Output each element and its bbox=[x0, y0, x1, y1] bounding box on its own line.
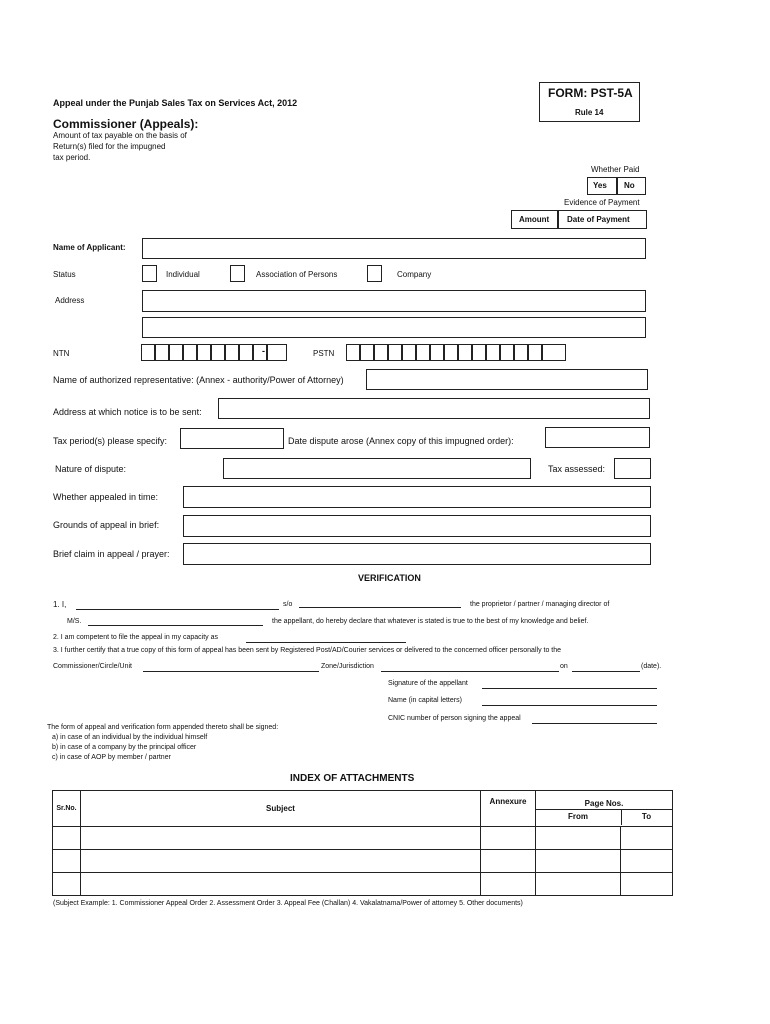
verif-line4-b: Zone/Jurisdiction bbox=[321, 663, 374, 670]
whether-paid-label: Whether Paid bbox=[591, 165, 640, 174]
tax-note-line2: Return(s) filed for the impugned bbox=[53, 142, 166, 151]
tax-assessed-label: Tax assessed: bbox=[548, 464, 606, 474]
verif-so: s/o bbox=[283, 601, 293, 608]
cnic-label: CNIC number of person signing the appeal bbox=[388, 715, 521, 722]
verif-line4-c: on bbox=[560, 663, 568, 670]
appealed-in-time-field[interactable] bbox=[183, 486, 651, 508]
table-row[interactable] bbox=[53, 872, 673, 895]
amount-label: Amount bbox=[519, 215, 550, 224]
pstn-cells[interactable] bbox=[346, 344, 566, 361]
signing-note-c: c) in case of AOP by member / partner bbox=[52, 754, 171, 761]
signing-note-intro: The form of appeal and verification form appended thereto shall be signed: bbox=[47, 724, 279, 731]
tax-period-label: Tax period(s) please specify: bbox=[53, 436, 168, 446]
index-example: (Subject Example: 1. Commissioner Appeal Order 2. Assessment Order 3. Appeal Fee (Challan) 4. Vakalatnama/Power of attorney 5. Other documents) bbox=[53, 900, 523, 907]
individual-checkbox[interactable] bbox=[142, 265, 157, 282]
ntn-label: NTN bbox=[53, 349, 70, 358]
name-caps-line[interactable] bbox=[482, 705, 657, 706]
rule-number: Rule 14 bbox=[575, 108, 604, 117]
aop-label: Association of Persons bbox=[256, 270, 338, 279]
verif-ms: M/S. bbox=[67, 618, 82, 625]
col-from: From bbox=[568, 811, 588, 821]
applicant-name-label: Name of Applicant: bbox=[53, 243, 126, 252]
tax-period-field[interactable] bbox=[180, 428, 284, 449]
col-annexure: Annexure bbox=[481, 791, 536, 827]
notice-address-label: Address at which notice is to be sent: bbox=[53, 407, 202, 417]
date-of-payment-label: Date of Payment bbox=[567, 215, 630, 224]
cnic-line[interactable] bbox=[532, 723, 657, 724]
table-row[interactable] bbox=[53, 849, 673, 872]
signing-note-a: a) in case of an individual by the individual himself bbox=[52, 734, 208, 741]
nature-field[interactable] bbox=[223, 458, 531, 479]
aop-checkbox[interactable] bbox=[230, 265, 245, 282]
from-to-vline bbox=[621, 809, 622, 825]
col-subject: Subject bbox=[81, 791, 481, 827]
verification-title: VERIFICATION bbox=[358, 573, 421, 583]
notice-address-field[interactable] bbox=[218, 398, 650, 419]
verif-capacity-line[interactable] bbox=[246, 642, 406, 643]
verif-unit-line[interactable] bbox=[143, 671, 319, 672]
claim-field[interactable] bbox=[183, 543, 651, 565]
ntn-cells[interactable] bbox=[141, 344, 287, 361]
individual-label: Individual bbox=[166, 270, 200, 279]
signature-label: Signature of the appellant bbox=[388, 680, 468, 687]
address-field-2[interactable] bbox=[142, 317, 646, 338]
verif-line3: 3. I further certify that a true copy of this form of appeal has been sent by Registered Post/AD/Courier services or delivered to the concerned officer personally to the bbox=[53, 647, 562, 654]
signing-note-b: b) in case of a company by the principal officer bbox=[52, 744, 197, 751]
from-to-divider bbox=[536, 809, 673, 810]
name-caps-label: Name (in capital letters) bbox=[388, 697, 462, 704]
auth-rep-label: Name of authorized representative: (Annex - authority/Power of Attorney) bbox=[53, 375, 344, 385]
address-label: Address bbox=[55, 296, 85, 305]
nature-label: Nature of dispute: bbox=[55, 464, 127, 474]
index-title: INDEX OF ATTACHMENTS bbox=[290, 773, 415, 784]
col-srno: Sr.No. bbox=[53, 791, 81, 827]
tax-assessed-field[interactable] bbox=[614, 458, 651, 479]
verif-date-line[interactable] bbox=[572, 671, 640, 672]
appealed-in-time-label: Whether appealed in time: bbox=[53, 492, 159, 502]
verif-zone-line[interactable] bbox=[381, 671, 559, 672]
auth-rep-field[interactable] bbox=[366, 369, 648, 390]
ntn-dash: - bbox=[262, 346, 265, 356]
tax-note-line3: tax period. bbox=[53, 153, 91, 162]
verif-firm-line[interactable] bbox=[88, 625, 263, 626]
verif-line4-a: Commissioner/Circle/Unit bbox=[53, 663, 132, 670]
verif-line1-tail: the proprietor / partner / managing director of bbox=[470, 601, 610, 608]
address-field-1[interactable] bbox=[142, 290, 646, 312]
claim-label: Brief claim in appeal / prayer: bbox=[53, 549, 170, 559]
date-dispute-label: Date dispute arose (Annex copy of this impugned order): bbox=[288, 436, 514, 446]
date-dispute-field[interactable] bbox=[545, 427, 650, 448]
grounds-field[interactable] bbox=[183, 515, 651, 537]
grounds-label: Grounds of appeal in brief: bbox=[53, 520, 160, 530]
col-pages: Page Nos. bbox=[536, 791, 673, 826]
verif-name-line[interactable] bbox=[76, 609, 279, 610]
verif-line1-num: 1. I, bbox=[53, 600, 67, 609]
verif-line4-d: (date). bbox=[641, 663, 662, 670]
form-number: FORM: PST-5A bbox=[548, 86, 633, 100]
verif-line1b-tail: the appellant, do hereby declare that whatever is stated is true to the best of my knowledge and belief. bbox=[272, 618, 589, 625]
applicant-name-field[interactable] bbox=[142, 238, 646, 259]
no-label: No bbox=[624, 181, 635, 190]
evidence-label: Evidence of Payment bbox=[564, 198, 640, 207]
attachments-table bbox=[52, 790, 673, 896]
company-checkbox[interactable] bbox=[367, 265, 382, 282]
yes-label: Yes bbox=[593, 181, 607, 190]
col-to: To bbox=[641, 811, 652, 821]
act-title: Appeal under the Punjab Sales Tax on Services Act, 2012 bbox=[53, 98, 298, 108]
tax-note-line1: Amount of tax payable on the basis of bbox=[53, 131, 187, 140]
pstn-label: PSTN bbox=[313, 349, 335, 358]
addressee: Commissioner (Appeals): bbox=[53, 117, 199, 131]
company-label: Company bbox=[397, 270, 432, 279]
signature-line[interactable] bbox=[482, 688, 657, 689]
verif-father-line[interactable] bbox=[299, 607, 461, 608]
status-label: Status bbox=[53, 270, 76, 279]
verif-line2: 2. I am competent to file the appeal in my capacity as bbox=[53, 634, 218, 641]
table-row[interactable] bbox=[53, 826, 673, 849]
